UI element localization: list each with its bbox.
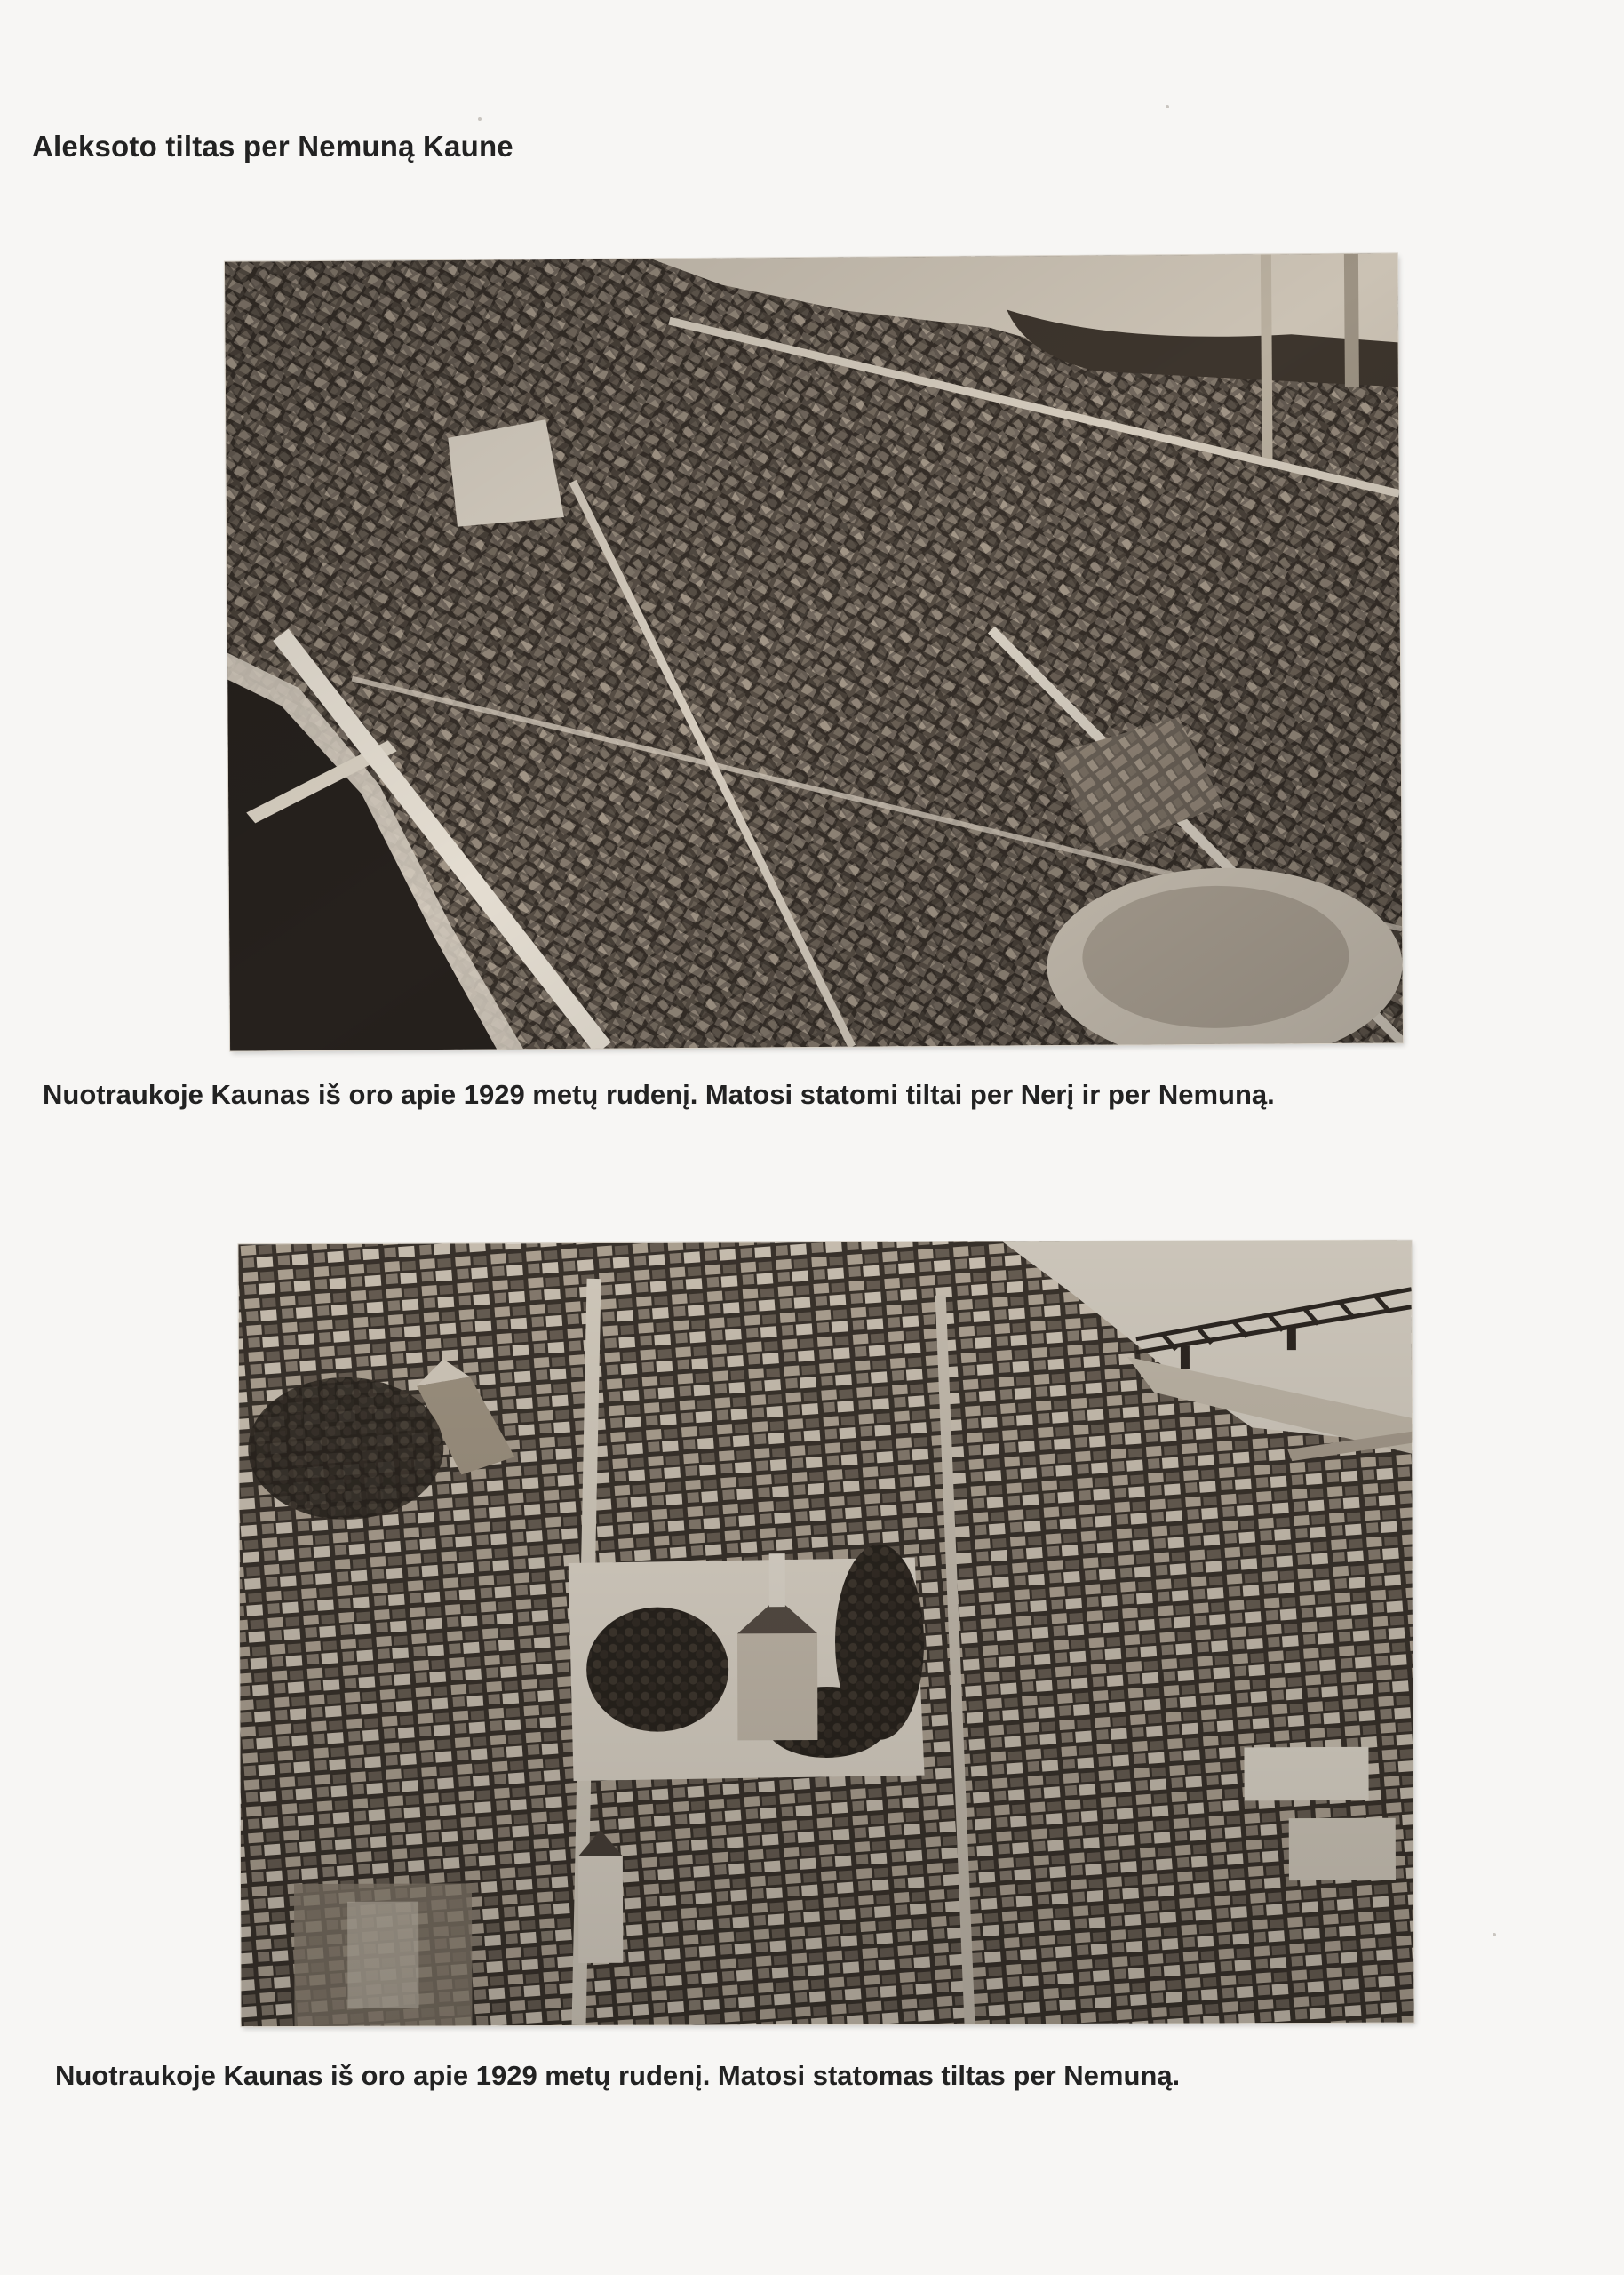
- aerial-photo-kaunas-2: [238, 1241, 1413, 2027]
- photo-2-caption: Nuotraukoje Kaunas iš oro apie 1929 metų rudenį. Matosi statomas tiltas per Nemuną.: [55, 2060, 1181, 2091]
- aerial-photo-kaunas-1: [225, 253, 1403, 1050]
- aerial-photo-2-image: [238, 1241, 1413, 2027]
- aerial-photo-1-image: [225, 253, 1403, 1050]
- page-title: Aleksoto tiltas per Nemuną Kaune: [32, 130, 513, 163]
- paper-speck: [478, 117, 482, 121]
- paper-speck: [1166, 105, 1169, 108]
- paper-speck: [1493, 1933, 1496, 1936]
- photo-1-caption: Nuotraukoje Kaunas iš oro apie 1929 metų rudenį. Matosi statomi tiltai per Nerį ir per Nemuną.: [43, 1079, 1275, 1110]
